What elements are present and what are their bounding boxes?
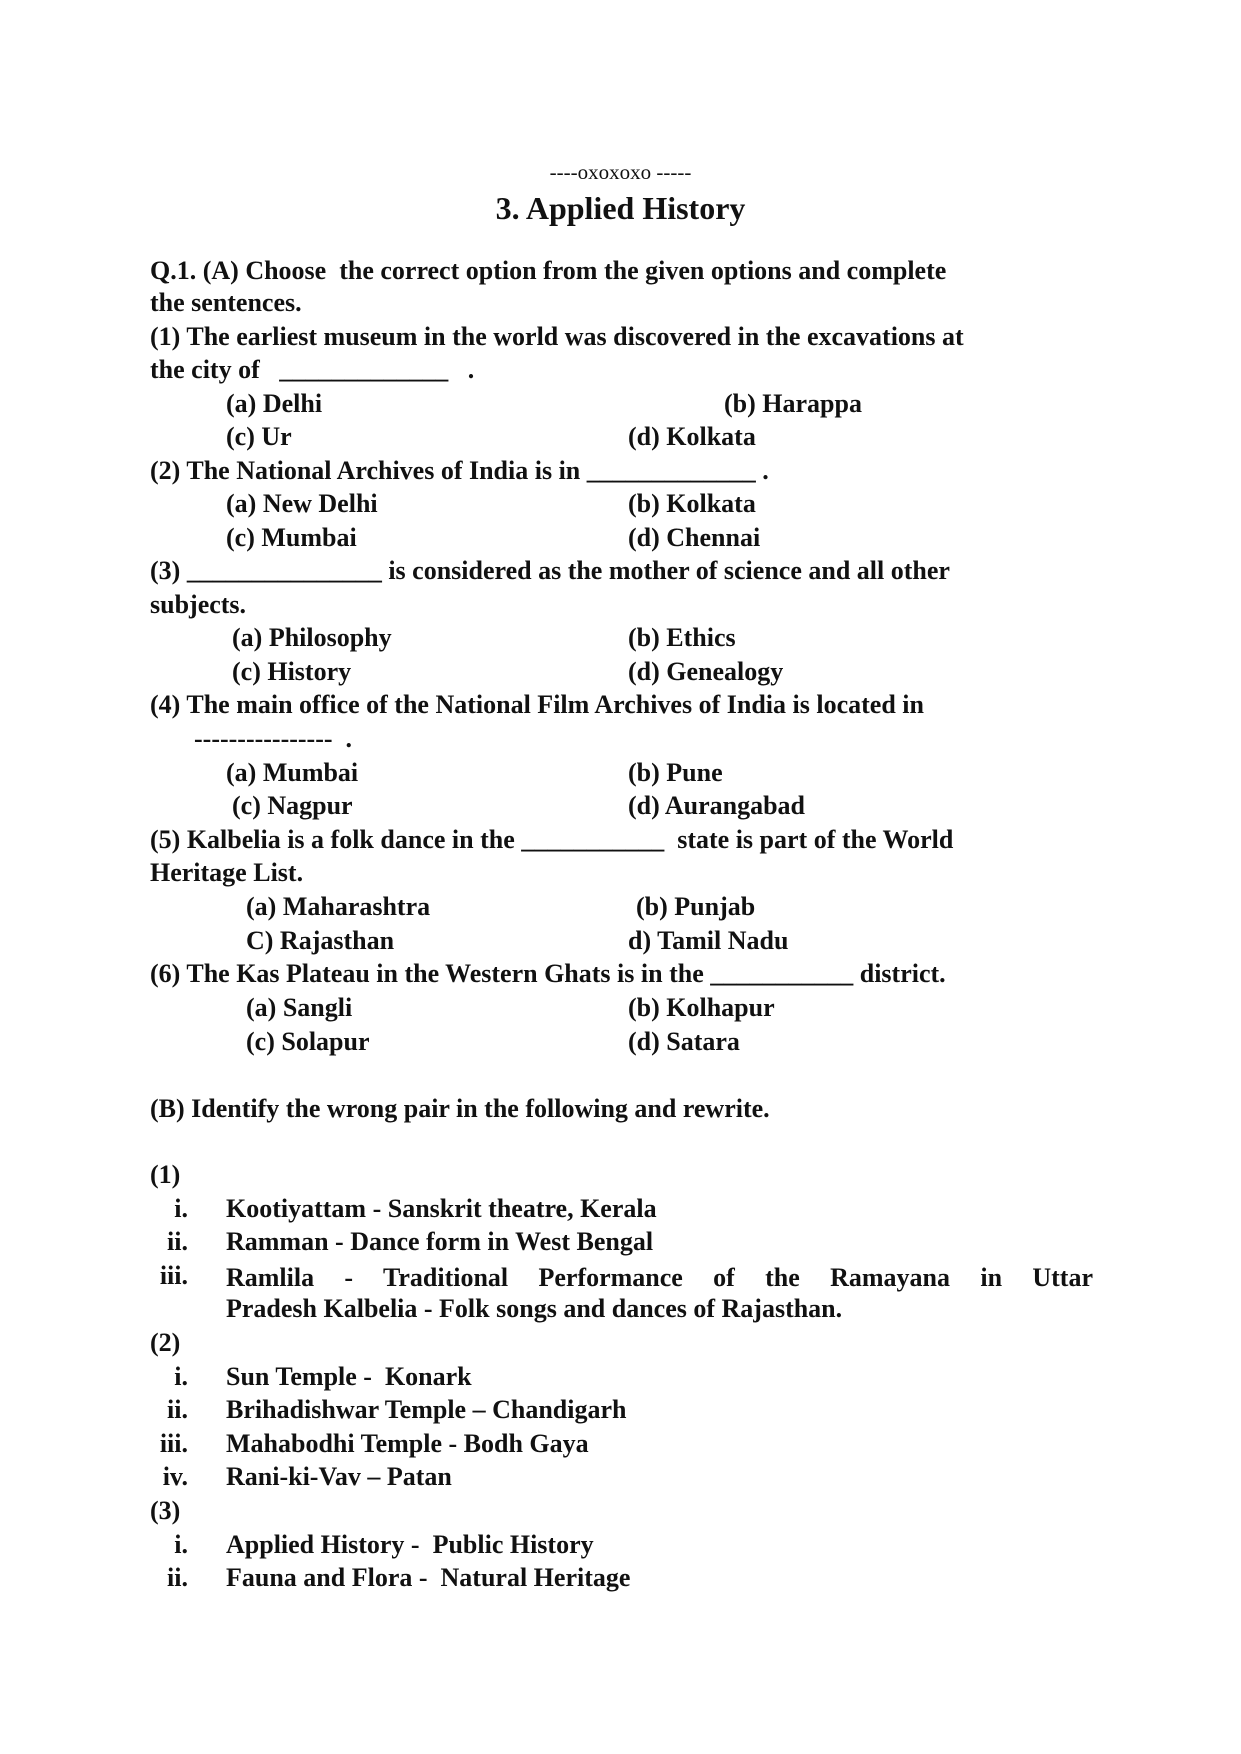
question-2-option-c: (c) Mumbai: [226, 523, 357, 552]
question-2-option-a: (a) New Delhi: [226, 489, 378, 518]
question-6-text: (6) The Kas Plateau in the Western Ghats is in the ___________ district.: [150, 959, 946, 988]
question-4-option-a: (a) Mumbai: [226, 758, 359, 787]
pair-1-iii-text-cont: Pradesh Kalbelia - Folk songs and dances of Rajasthan.: [226, 1294, 843, 1323]
question-1-text-cont: the city of _____________ .: [150, 355, 475, 384]
q1a-instruction: Q.1. (A) Choose the correct option from the given options and complete: [150, 256, 947, 285]
q1b-instruction: (B) Identify the wrong pair in the following and rewrite.: [150, 1094, 770, 1123]
pair-1-iii-text: Ramlila - Traditional Performance of the Ramayana in Uttar: [226, 1263, 1093, 1292]
question-1-option-b: (b) Harappa: [724, 389, 862, 418]
pair-2-i-num: i.: [174, 1362, 188, 1391]
question-5-option-d: d) Tamil Nadu: [628, 926, 789, 955]
pair-3-i-num: i.: [174, 1530, 188, 1559]
question-3-option-c: (c) History: [232, 657, 352, 686]
pair-1-i-num: i.: [174, 1194, 188, 1223]
pair-1-iii-num: iii.: [159, 1261, 188, 1290]
pair-group-3-label: (3): [150, 1496, 181, 1525]
question-4-option-d: (d) Aurangabad: [628, 791, 805, 820]
pair-3-ii-text: Fauna and Flora - Natural Heritage: [226, 1563, 631, 1592]
question-3-text: (3) _______________ is considered as the mother of science and all other: [150, 556, 950, 585]
question-6-option-a: (a) Sangli: [246, 993, 353, 1022]
question-4-text: (4) The main office of the National Film Archives of India is located in: [150, 690, 924, 719]
question-3-text-cont: subjects.: [150, 590, 247, 619]
question-2-text: (2) The National Archives of India is in _____________ .: [150, 456, 769, 485]
question-1-option-d: (d) Kolkata: [628, 422, 756, 451]
page-title: 3. Applied History: [495, 190, 746, 226]
q1a-instruction-cont: the sentences.: [150, 288, 302, 317]
pair-2-ii-text: Brihadishwar Temple – Chandigarh: [226, 1395, 627, 1424]
pair-3-i-text: Applied History - Public History: [226, 1530, 594, 1559]
separator: ----oxoxoxo -----: [549, 160, 692, 184]
question-5-option-b: (b) Punjab: [636, 892, 756, 921]
pair-1-ii-num: ii.: [167, 1227, 188, 1256]
question-3-option-d: (d) Genealogy: [628, 657, 784, 686]
question-5-text-cont: Heritage List.: [150, 858, 304, 887]
question-6-option-d: (d) Satara: [628, 1027, 740, 1056]
pair-1-ii-text: Ramman - Dance form in West Bengal: [226, 1227, 654, 1256]
pair-group-1-label: (1): [150, 1160, 181, 1189]
question-4-option-c: (c) Nagpur: [232, 791, 353, 820]
pair-2-ii-num: ii.: [167, 1395, 188, 1424]
pair-group-2-label: (2): [150, 1328, 181, 1357]
question-6-option-c: (c) Solapur: [246, 1027, 370, 1056]
pair-1-i-text: Kootiyattam - Sanskrit theatre, Kerala: [226, 1194, 657, 1223]
pair-2-iv-text: Rani-ki-Vav – Patan: [226, 1462, 452, 1491]
question-1-option-a: (a) Delhi: [226, 389, 323, 418]
pair-2-iv-num: iv.: [162, 1462, 188, 1491]
question-4-text-cont: ---------------- .: [194, 724, 353, 753]
question-5-text: (5) Kalbelia is a folk dance in the ___________ state is part of the World: [150, 825, 954, 854]
pair-2-i-text: Sun Temple - Konark: [226, 1362, 472, 1391]
question-2-option-d: (d) Chennai: [628, 523, 761, 552]
question-6-option-b: (b) Kolhapur: [628, 993, 775, 1022]
question-5-option-a: (a) Maharashtra: [246, 892, 431, 921]
pair-2-iii-text: Mahabodhi Temple - Bodh Gaya: [226, 1429, 589, 1458]
question-3-option-b: (b) Ethics: [628, 623, 736, 652]
question-1-option-c: (c) Ur: [226, 422, 292, 451]
question-5-option-c: C) Rajasthan: [246, 926, 395, 955]
pair-2-iii-num: iii.: [159, 1429, 188, 1458]
question-3-option-a: (a) Philosophy: [232, 623, 392, 652]
question-4-option-b: (b) Pune: [628, 758, 723, 787]
question-1-text: (1) The earliest museum in the world was discovered in the excavations at: [150, 322, 964, 351]
question-2-option-b: (b) Kolkata: [628, 489, 756, 518]
pair-3-ii-num: ii.: [167, 1563, 188, 1592]
